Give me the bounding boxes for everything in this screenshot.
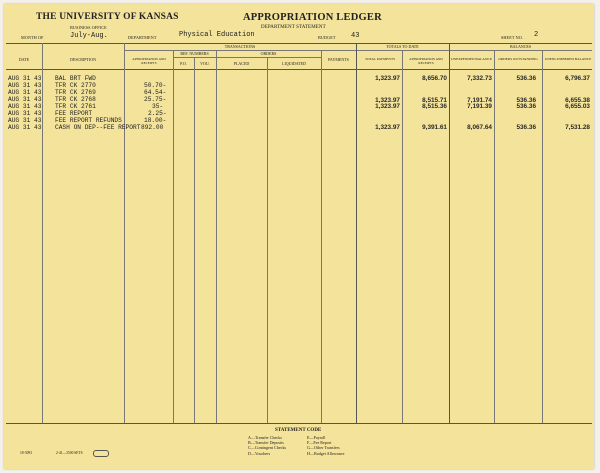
code-item: A—Transfer Checks <box>248 435 282 440</box>
department-label: DEPARTMENT <box>128 35 157 40</box>
entry-description: FEE REPORT <box>55 110 93 117</box>
orders-outstanding-value: 536.36 <box>516 124 536 131</box>
entry-appropriation: 25.75- <box>144 96 167 103</box>
date-header: DATE <box>18 57 30 62</box>
entry-description: FEE REPORT REFUNDS <box>55 117 122 124</box>
appr-receipts-value: 8,656.70 <box>422 75 447 82</box>
code-item: E—Payroll <box>307 435 326 440</box>
business-office-label: BUSINESS OFFICE <box>70 25 107 30</box>
unexpended-value: 7,191.39 <box>467 103 492 110</box>
statement-code-title: STATEMENT CODE <box>275 428 322 433</box>
col-line-orders-out <box>542 50 543 423</box>
entry-date: AUG 31 43 <box>8 82 42 89</box>
sheet-value: 2 <box>534 31 539 39</box>
header-bottom-rule <box>6 69 592 70</box>
col-line-appr <box>173 50 174 423</box>
col-line-po <box>194 57 195 423</box>
col-line-placed <box>267 57 268 423</box>
entry-date: AUG 31 43 <box>8 117 42 124</box>
appr-receipts-value: 8,515.36 <box>422 103 447 110</box>
ledger-sheet <box>4 4 594 469</box>
total-payments-value: 1,323.97 <box>375 75 400 82</box>
code-left-list <box>248 435 286 456</box>
print-info: 2-41—3500 SETS <box>56 451 83 455</box>
entry-description: TFR CK 2768 <box>55 96 96 103</box>
budget-value: 43 <box>351 32 360 40</box>
code-item: F—Fee Report <box>307 440 332 446</box>
unexpended-value: 7,332.73 <box>467 75 492 82</box>
appr-receipts-header: APPROPRIATION AND RECEIPTS <box>409 57 443 66</box>
placed-header: PLACED <box>233 61 250 66</box>
entry-date: AUG 31 43 <box>8 110 42 117</box>
entry-date: AUG 31 43 <box>8 89 42 96</box>
entry-appropriation: 2.25- <box>148 110 167 117</box>
total-payments-value: 1,323.97 <box>375 124 400 131</box>
appropriation-header: APPROPRIATION AND RECEIPTS <box>132 57 166 65</box>
ledger-title: APPROPRIATION LEDGER <box>243 12 382 23</box>
unencumbered-value: 7,531.28 <box>565 124 590 131</box>
col-line-date <box>42 43 43 423</box>
code-item: B—Transfer Deposits <box>248 440 284 446</box>
entry-description: TFR CK 2769 <box>55 89 96 96</box>
unencumbered-value: 6,796.37 <box>565 75 590 82</box>
entry-description: TFR CK 2761 <box>55 103 96 110</box>
totals-rule <box>356 50 592 51</box>
month-label: MONTH OF <box>21 35 44 40</box>
total-payments-header: TOTAL PAYMENTS <box>364 57 396 61</box>
payments-header: PAYMENTS <box>328 57 349 62</box>
month-value: July-Aug. <box>70 32 108 40</box>
unexpended-value: 8,067.64 <box>467 124 492 131</box>
col-line-total-payments <box>402 50 403 423</box>
total-payments-value: 1,323.97 <box>375 103 400 110</box>
code-right-list <box>307 435 344 456</box>
statement-title: DEPARTMENT STATEMENT <box>261 25 326 30</box>
col-line-liquidated <box>321 50 322 423</box>
code-item: H—Budget Allowance <box>307 450 345 456</box>
totals-header: TOTALS TO DATE <box>386 44 419 49</box>
ref-orders-rule <box>173 57 321 58</box>
liquidated-header: LIQUIDATED <box>282 61 306 66</box>
orders-outstanding-value: 536.36 <box>516 97 536 104</box>
entry-appropriation: 50.70- <box>144 82 167 89</box>
col-line-unexpended <box>494 50 495 423</box>
entry-appropriation: 892.00 <box>141 124 164 131</box>
budget-label: BUDGET <box>318 35 336 40</box>
code-item: C—Contingent Checks <box>248 445 287 451</box>
orders-outstanding-value: 536.36 <box>516 103 536 110</box>
unencumbered-value: 6,655.38 <box>565 97 590 104</box>
orders-outstanding-value: 536.36 <box>516 75 536 82</box>
form-number: 18-3093 <box>20 451 32 455</box>
entry-description: TFR CK 2770 <box>55 82 96 89</box>
description-header: DESCRIPTION <box>69 57 96 62</box>
sheet-label: SHEET NO. <box>501 35 523 40</box>
university-title: THE UNIVERSITY OF KANSAS <box>36 12 179 22</box>
unencumbered-header: UNENCUMBERED BALANCE <box>544 57 592 61</box>
unexpended-value: 7,191.74 <box>467 97 492 104</box>
col-line-desc <box>124 43 125 423</box>
col-line-appr-receipts <box>449 43 450 423</box>
orders-outstanding-header: ORDERS OUTSTANDING <box>498 57 538 61</box>
ref-numbers-header: REF. NUMBERS <box>180 51 209 56</box>
transactions-header: TRANSACTIONS <box>224 44 256 49</box>
col-line-payments <box>356 43 357 423</box>
entry-date: AUG 31 43 <box>8 124 42 131</box>
department-value: Physical Education <box>179 31 255 39</box>
entry-date: AUG 31 43 <box>8 103 42 110</box>
po-header: P.O. <box>180 61 187 66</box>
col-line-vou <box>216 50 217 423</box>
entry-date: AUG 31 43 <box>8 96 42 103</box>
total-payments-value: 1,323.97 <box>375 97 400 104</box>
unexpended-header: UNEXPENDED BALANCE <box>451 57 492 61</box>
appr-receipts-value: 9,391.61 <box>422 124 447 131</box>
entry-description: BAL BRT FWD <box>55 75 96 82</box>
table-bottom-rule <box>6 423 592 424</box>
entry-appropriation: 64.54- <box>144 89 167 96</box>
appr-receipts-value: 8,515.71 <box>422 97 447 104</box>
orders-header: ORDERS <box>260 51 277 56</box>
entry-description: CASH ON DEP--FEE REPORT <box>55 124 141 131</box>
vou-header: VOU. <box>200 61 210 66</box>
entry-appropriation: 35- <box>152 103 164 110</box>
unencumbered-value: 6,655.03 <box>565 103 590 110</box>
union-label-icon <box>93 450 109 457</box>
balances-header: BALANCES <box>509 44 532 49</box>
code-item: D—Vouchers <box>248 450 271 456</box>
code-item: G—Other Transfers <box>307 445 340 451</box>
entry-date: AUG 31 43 <box>8 75 42 82</box>
entry-appropriation: 18.00- <box>144 117 167 124</box>
